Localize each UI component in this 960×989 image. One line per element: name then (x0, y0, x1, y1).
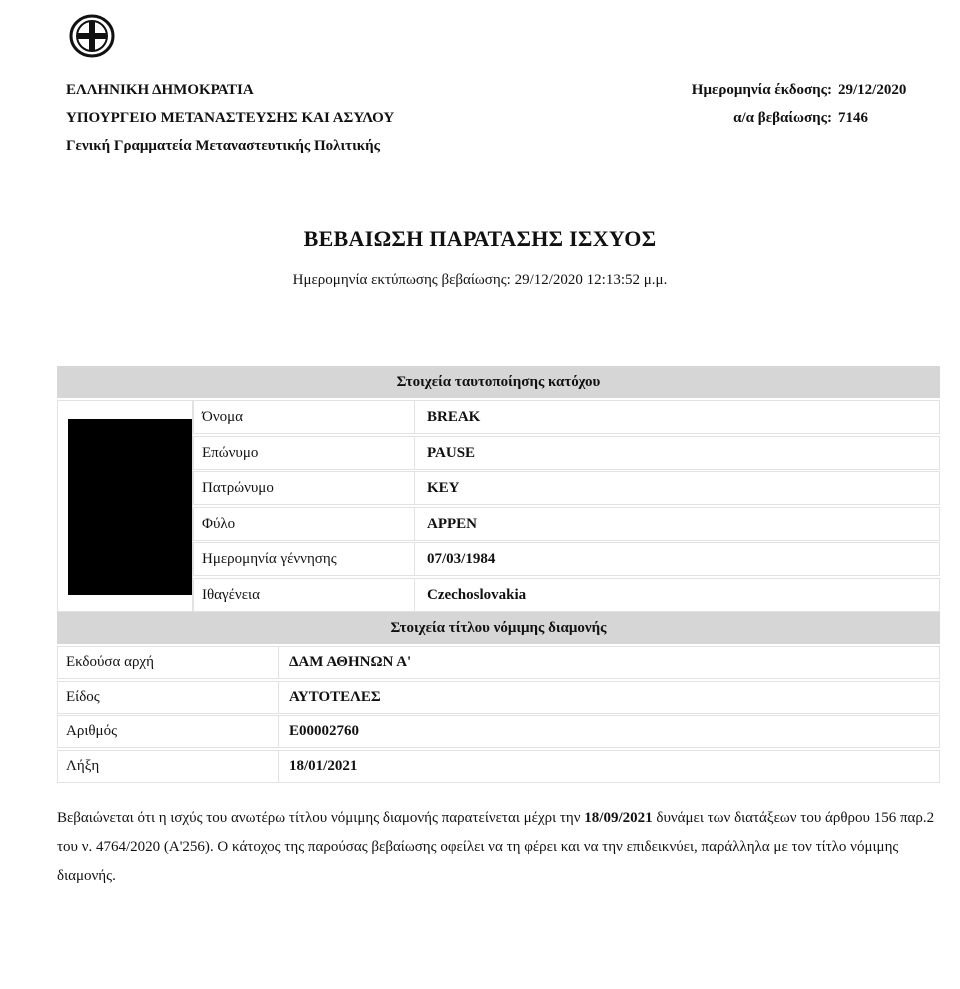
field-label: Φύλο (194, 508, 415, 540)
field-label: Πατρώνυμο (194, 472, 415, 504)
identity-section-heading: Στοιχεία ταυτοποίησης κατόχου (57, 366, 940, 398)
field-label: Ημερομηνία γέννησης (194, 543, 415, 575)
permit-row-number (57, 715, 940, 748)
field-label: Ιθαγένεια (194, 579, 415, 611)
field-value: BREAK (427, 409, 481, 425)
identity-row-surname (193, 436, 940, 470)
issuing-authority (66, 76, 394, 160)
org-line-secretariat: Γενική Γραμματεία Μεταναστευτικής Πολιτικής (66, 138, 380, 154)
identity-row-fathers-name (193, 471, 940, 505)
identity-row-sex (193, 507, 940, 541)
permit-row-type (57, 681, 940, 714)
field-label: Λήξη (58, 751, 279, 782)
issue-date-value: 29/12/2020 (838, 82, 907, 98)
issue-date-label: Ημερομηνία έκδοσης: (691, 82, 832, 98)
field-label: Είδος (58, 682, 279, 713)
field-value: ΑΥΤΟΤΕΛΕΣ (289, 688, 381, 705)
field-value: PAUSE (427, 444, 476, 461)
identity-row-first-name (193, 400, 940, 434)
document-title: ΒΕΒΑΙΩΣΗ ΠΑΡΑΤΑΣΗΣ ΙΣΧΥΟΣ (303, 226, 657, 251)
cert-number-value: 7146 (838, 110, 868, 126)
cert-number-row (692, 104, 926, 132)
cert-number-label: α/α βεβαίωσης: (733, 110, 832, 126)
issue-date-row (692, 76, 926, 104)
field-label: Επώνυμο (194, 437, 415, 469)
field-value: ΔΑΜ ΑΘΗΝΩΝ Α' (289, 654, 412, 670)
field-label: Όνομα (194, 401, 415, 433)
permit-section-heading: Στοιχεία τίτλου νόμιμης διαμονής (57, 612, 940, 644)
issue-info (692, 76, 926, 132)
photo-cell (57, 400, 193, 612)
extension-statement (57, 804, 947, 891)
field-label: Αριθμός (58, 716, 279, 747)
field-value: 07/03/1984 (427, 551, 496, 568)
identity-table (57, 400, 940, 612)
identity-row-nationality (193, 578, 940, 612)
permit-row-expiry (57, 750, 940, 783)
greek-emblem-icon (66, 13, 118, 59)
statement-text-end: δυνάμει των διατάξεων του άρθρου 156 παρ.2 του ν. 4764/2020 (Α'256). Ο κάτοχος της παρούσας βεβαίωσης οφείλει να τη φέρει και να την επιδεικνύει, παράλληλα με τον τίτλο νόμιμης διαμονής. (57, 810, 935, 884)
redacted-photo (68, 419, 192, 595)
identity-row-birth-date (193, 542, 940, 576)
field-value: Czechoslovakia (427, 586, 527, 603)
field-label: Εκδούσα αρχή (58, 647, 279, 678)
print-date: Ημερομηνία εκτύπωσης βεβαίωσης: 29/12/2020 12:13:52 μ.μ. (292, 272, 668, 288)
org-line-state: ΕΛΛΗΝΙΚΗ ΔΗΜΟΚΡΑΤΙΑ (66, 82, 254, 98)
identity-rows (193, 400, 940, 614)
org-line-ministry: ΥΠΟΥΡΓΕΙΟ ΜΕΤΑΝΑΣΤΕΥΣΗΣ ΚΑΙ ΑΣΥΛΟΥ (66, 110, 395, 126)
permit-row-authority (57, 646, 940, 679)
extension-date: 18/09/2021 (584, 810, 653, 826)
permit-table (57, 646, 940, 784)
field-value: E00002760 (289, 723, 360, 739)
field-value: APPEN (427, 515, 477, 532)
statement-text-start: Βεβαιώνεται ότι η ισχύς του ανωτέρω τίτλου νόμιμης διαμονής παρατείνεται μέχρι την (57, 810, 585, 826)
field-value: KEY (427, 480, 460, 497)
field-value: 18/01/2021 (289, 757, 358, 774)
